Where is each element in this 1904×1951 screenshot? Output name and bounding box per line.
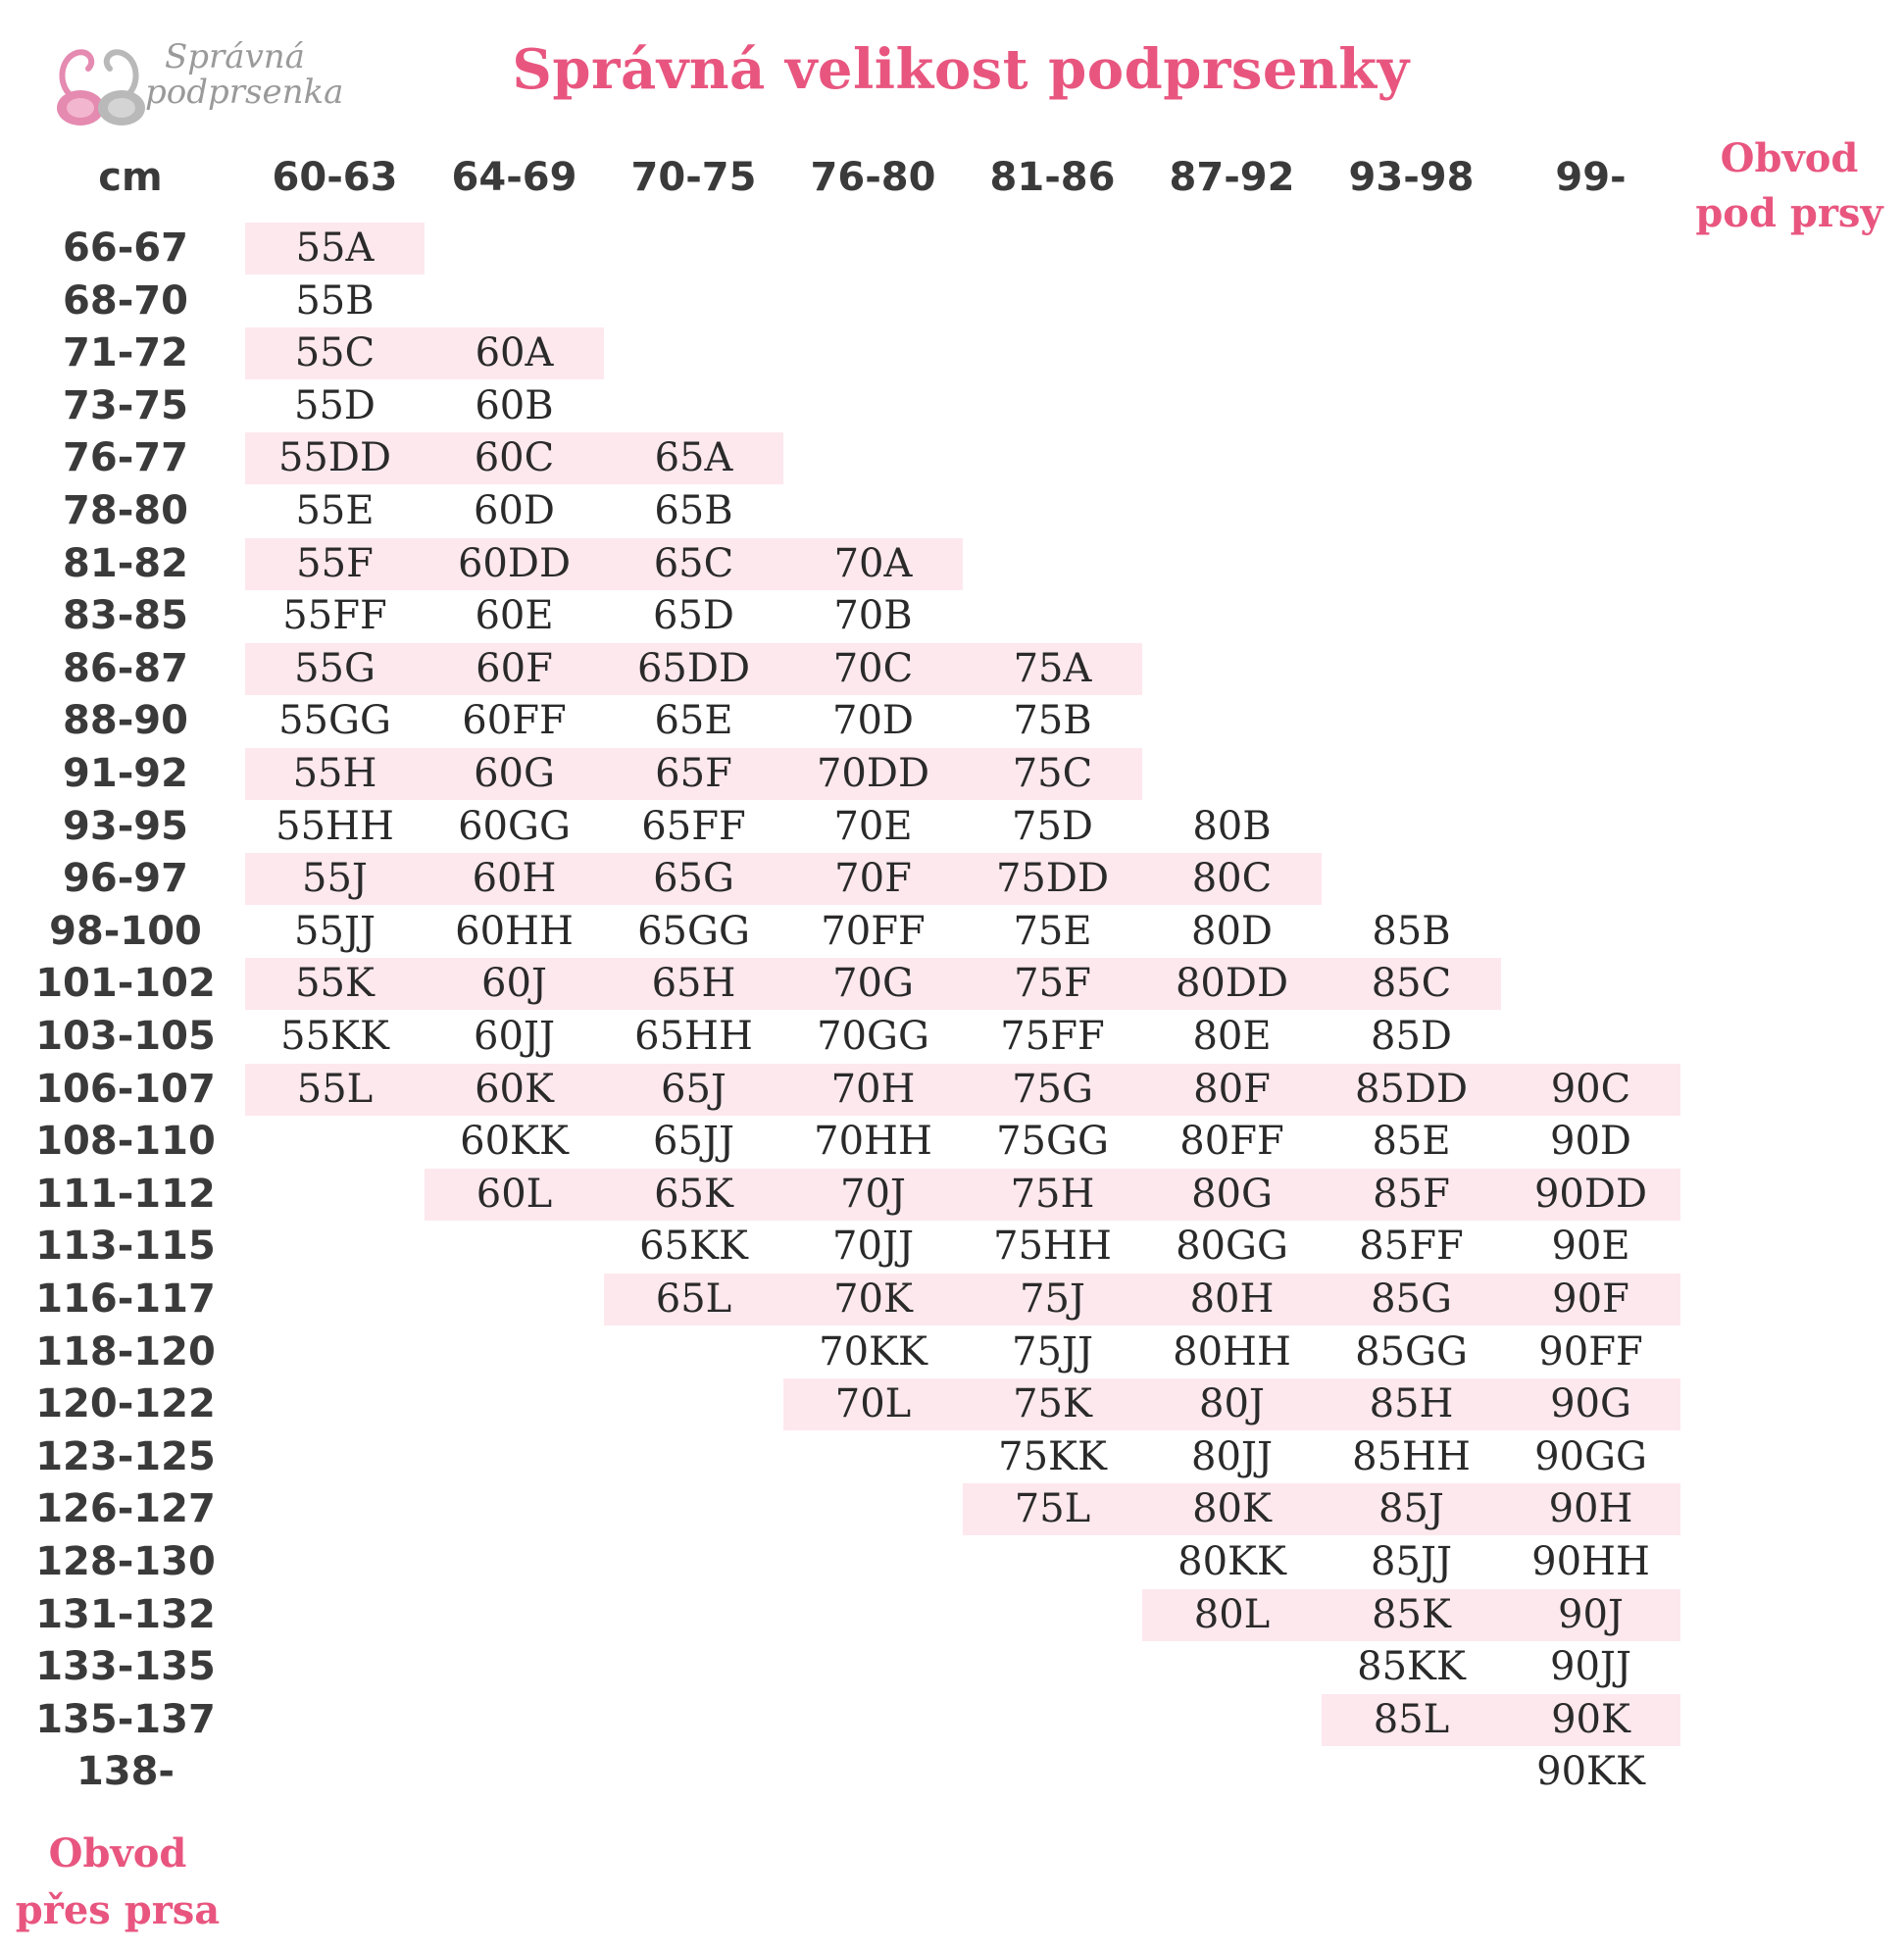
column-header: 64-69 <box>451 155 577 200</box>
row-header: 66-67 <box>63 225 188 271</box>
size-cell: 85HH <box>1352 1433 1471 1479</box>
size-cell: 60A <box>475 330 554 376</box>
size-cell: 65B <box>654 488 733 533</box>
size-cell: 60FF <box>462 698 567 744</box>
row-header: 76-77 <box>63 435 188 481</box>
size-cell: 80DD <box>1175 961 1289 1007</box>
row-header: 73-75 <box>63 382 188 428</box>
over-bust-label-line-2: přes prsa <box>15 1887 221 1933</box>
size-cell: 70L <box>834 1381 912 1427</box>
table-row <box>0 1169 1904 1221</box>
size-cell: 65A <box>654 435 733 481</box>
column-header: 93-98 <box>1348 155 1475 200</box>
size-cell: 70J <box>840 1171 906 1217</box>
size-cell: 70FF <box>821 908 926 954</box>
size-cell: 55F <box>296 540 374 586</box>
under-bust-label-line-2: pod prsy <box>1695 190 1883 236</box>
table-row <box>0 695 1904 747</box>
row-header: 86-87 <box>63 645 188 691</box>
row-header: 128-130 <box>35 1539 216 1584</box>
size-cell: 90F <box>1552 1276 1629 1322</box>
table-row <box>0 1694 1904 1746</box>
size-cell: 65L <box>655 1276 732 1322</box>
size-cell: 60GG <box>458 803 571 849</box>
size-cell: 85E <box>1372 1119 1451 1165</box>
size-cell: 85H <box>1369 1381 1454 1427</box>
size-cell: 60D <box>474 488 555 533</box>
table-row <box>0 223 1904 275</box>
size-cell: 85J <box>1378 1486 1444 1532</box>
size-cell: 75G <box>1012 1066 1093 1112</box>
size-cell: 65GG <box>637 908 750 954</box>
row-header: 113-115 <box>35 1224 216 1270</box>
column-header: 87-92 <box>1169 155 1295 200</box>
row-header: 93-95 <box>63 803 188 849</box>
size-cell: 85GG <box>1355 1328 1468 1375</box>
size-cell: 70K <box>833 1276 913 1322</box>
row-header: 81-82 <box>63 540 188 586</box>
table-row <box>0 275 1904 327</box>
table-row <box>0 958 1904 1010</box>
row-header: 98-100 <box>49 908 202 954</box>
table-row <box>0 1483 1904 1535</box>
row-header: 135-137 <box>35 1696 216 1742</box>
size-cell: 70A <box>833 540 913 586</box>
size-cell: 60L <box>476 1171 553 1217</box>
size-cell: 65H <box>651 961 736 1007</box>
row-header: 78-80 <box>63 488 188 533</box>
size-cell: 65G <box>653 856 734 902</box>
over-bust-label <box>10 1826 225 1939</box>
size-cell: 60J <box>481 961 547 1007</box>
size-cell: 70KK <box>819 1328 927 1375</box>
size-cell: 60E <box>475 593 554 639</box>
size-cell: 80D <box>1191 908 1273 954</box>
size-cell: 85JJ <box>1371 1539 1452 1584</box>
size-cell: 55JJ <box>294 908 376 954</box>
size-cell: 90J <box>1558 1591 1624 1637</box>
size-cell: 75GG <box>996 1119 1109 1165</box>
size-cell: 85F <box>1373 1171 1450 1217</box>
logo-text <box>145 39 371 110</box>
unit-label: cm <box>98 155 163 200</box>
size-cell: 55DD <box>277 435 392 481</box>
size-cell: 55C <box>294 330 376 376</box>
size-cell: 80H <box>1189 1276 1275 1322</box>
size-cell: 75B <box>1013 698 1092 744</box>
size-cell: 65FF <box>641 803 746 849</box>
size-cell: 75HH <box>993 1224 1112 1270</box>
table-row <box>0 1378 1904 1430</box>
size-cell: 85C <box>1371 961 1452 1007</box>
size-cell: 85KK <box>1357 1644 1466 1690</box>
size-cell: 65DD <box>636 645 751 691</box>
size-cell: 55KK <box>280 1014 389 1059</box>
size-cell: 70F <box>834 856 912 902</box>
size-cell: 60JJ <box>474 1014 555 1059</box>
column-header: 70-75 <box>630 155 757 200</box>
column-header: 81-86 <box>989 155 1116 200</box>
size-cell: 75F <box>1014 961 1091 1007</box>
page-title: Správná velikost podprsenky <box>512 37 1410 102</box>
size-cell: 70D <box>832 698 914 744</box>
size-cell: 90KK <box>1536 1749 1645 1795</box>
size-cell: 85D <box>1371 1014 1452 1059</box>
size-cell: 80FF <box>1179 1119 1284 1165</box>
size-cell: 75L <box>1014 1486 1091 1532</box>
size-cell: 70DD <box>816 751 930 796</box>
table-row <box>0 1431 1904 1483</box>
size-cell: 55H <box>292 751 377 796</box>
table-row <box>0 748 1904 800</box>
size-cell: 80G <box>1191 1171 1273 1217</box>
table-row <box>0 1274 1904 1326</box>
size-cell: 80E <box>1192 1014 1272 1059</box>
table-row <box>0 432 1904 484</box>
size-cell: 85G <box>1371 1276 1452 1322</box>
size-cell: 55HH <box>276 803 394 849</box>
size-cell: 65E <box>654 698 733 744</box>
table-row <box>0 1011 1904 1063</box>
size-cell: 65KK <box>639 1224 748 1270</box>
size-cell: 55FF <box>282 593 387 639</box>
size-cell: 65HH <box>634 1014 753 1059</box>
size-cell: 55B <box>295 277 375 324</box>
size-cell: 90H <box>1548 1486 1633 1532</box>
table-row <box>0 1326 1904 1378</box>
size-cell: 60HH <box>455 908 574 954</box>
size-cell: 55GG <box>278 698 391 744</box>
size-cell: 85FF <box>1359 1224 1464 1270</box>
size-cell: 80JJ <box>1191 1433 1273 1479</box>
size-cell: 75C <box>1012 751 1093 796</box>
size-cell: 60KK <box>460 1119 569 1165</box>
size-cell: 70GG <box>817 1014 929 1059</box>
size-cell: 80L <box>1193 1591 1271 1637</box>
size-cell: 75D <box>1012 803 1093 849</box>
size-cell: 75JJ <box>1012 1328 1093 1375</box>
row-header: 123-125 <box>35 1433 216 1479</box>
row-header: 91-92 <box>63 751 188 796</box>
size-cell: 80HH <box>1173 1328 1291 1375</box>
size-cell: 90E <box>1551 1224 1630 1270</box>
size-cell: 55E <box>295 488 375 533</box>
logo-line-2: podprsenka <box>145 73 344 112</box>
swan-bra-logo-icon <box>47 39 155 137</box>
column-header: 60-63 <box>272 155 398 200</box>
size-cell: 90HH <box>1531 1539 1650 1584</box>
table-row <box>0 1589 1904 1641</box>
size-cell: 85L <box>1373 1696 1450 1742</box>
row-header: 83-85 <box>63 593 188 639</box>
table-row <box>0 1116 1904 1168</box>
size-cell: 65C <box>653 540 734 586</box>
size-cell: 80K <box>1192 1486 1272 1532</box>
table-row <box>0 327 1904 379</box>
size-cell: 85K <box>1372 1591 1451 1637</box>
size-cell: 75J <box>1020 1276 1085 1322</box>
row-header: 138- <box>75 1749 175 1795</box>
size-cell: 90GG <box>1534 1433 1647 1479</box>
row-header: 120-122 <box>35 1381 216 1427</box>
size-cell: 90DD <box>1533 1171 1648 1217</box>
size-cell: 80B <box>1192 803 1272 849</box>
column-header: 76-80 <box>810 155 936 200</box>
size-cell: 75KK <box>998 1433 1107 1479</box>
size-cell: 90G <box>1550 1381 1631 1427</box>
row-header: 68-70 <box>63 277 188 324</box>
size-cell: 70JJ <box>832 1224 914 1270</box>
size-cell: 80J <box>1199 1381 1265 1427</box>
row-header: 96-97 <box>63 856 188 902</box>
size-cell: 80C <box>1191 856 1273 902</box>
size-cell: 75DD <box>995 856 1110 902</box>
table-row <box>0 1746 1904 1798</box>
table-row <box>0 801 1904 853</box>
table-row <box>0 853 1904 905</box>
size-cell: 70E <box>833 803 913 849</box>
table-row <box>0 485 1904 537</box>
size-cell: 65J <box>661 1066 727 1112</box>
size-cell: 60G <box>474 751 555 796</box>
size-cell: 55K <box>295 961 375 1007</box>
size-cell: 65D <box>653 593 734 639</box>
size-cell: 60DD <box>457 540 572 586</box>
size-cell: 70B <box>833 593 913 639</box>
row-header: 88-90 <box>63 698 188 744</box>
size-cell: 75E <box>1013 908 1092 954</box>
size-cell: 55L <box>296 1066 374 1112</box>
row-header: 133-135 <box>35 1644 216 1690</box>
size-cell: 80KK <box>1177 1539 1286 1584</box>
row-header: 111-112 <box>35 1171 216 1217</box>
size-cell: 75K <box>1013 1381 1092 1427</box>
size-cell: 55J <box>302 856 368 902</box>
size-cell: 80F <box>1193 1066 1271 1112</box>
size-cell: 85DD <box>1354 1066 1469 1112</box>
over-bust-label-line-1: Obvod <box>48 1830 187 1876</box>
size-cell: 65K <box>654 1171 733 1217</box>
size-cell: 60F <box>476 645 553 691</box>
logo-line-1: Správná <box>165 37 305 76</box>
size-cell: 60H <box>472 856 557 902</box>
size-cell: 90C <box>1550 1066 1631 1112</box>
size-cell: 55A <box>295 225 375 271</box>
size-cell: 55G <box>294 645 376 691</box>
size-cell: 75H <box>1010 1171 1095 1217</box>
row-header: 101-102 <box>35 961 216 1007</box>
row-header: 106-107 <box>35 1066 216 1112</box>
size-cell: 75FF <box>1000 1014 1105 1059</box>
size-cell: 55D <box>294 382 376 428</box>
row-header: 126-127 <box>35 1486 216 1532</box>
size-cell: 65JJ <box>653 1119 734 1165</box>
size-cell: 90D <box>1550 1119 1631 1165</box>
table-row <box>0 906 1904 958</box>
size-cell: 65F <box>655 751 732 796</box>
row-header: 71-72 <box>63 330 188 376</box>
size-cell: 90K <box>1551 1696 1630 1742</box>
size-cell: 90JJ <box>1550 1644 1631 1690</box>
row-header: 118-120 <box>35 1328 216 1375</box>
size-cell: 70HH <box>814 1119 932 1165</box>
table-row <box>0 590 1904 642</box>
under-bust-label-line-1: Obvod <box>1720 135 1859 181</box>
table-row <box>0 1221 1904 1273</box>
row-header: 103-105 <box>35 1014 216 1059</box>
size-cell: 60C <box>474 435 555 481</box>
size-cell: 60K <box>475 1066 554 1112</box>
size-cell: 70C <box>832 645 914 691</box>
table-row <box>0 1641 1904 1693</box>
size-cell: 75A <box>1013 645 1092 691</box>
row-header: 116-117 <box>35 1276 216 1322</box>
logo <box>47 37 344 137</box>
row-header: 131-132 <box>35 1591 216 1637</box>
table-row <box>0 643 1904 695</box>
table-row <box>0 1064 1904 1116</box>
table-row <box>0 380 1904 432</box>
row-header: 108-110 <box>35 1119 216 1165</box>
size-cell: 80GG <box>1176 1224 1288 1270</box>
size-cell: 85B <box>1372 908 1451 954</box>
size-cell: 60B <box>475 382 554 428</box>
size-cell: 90FF <box>1538 1328 1643 1375</box>
size-cell: 70G <box>832 961 914 1007</box>
table-row <box>0 538 1904 590</box>
size-cell: 70H <box>830 1066 916 1112</box>
table-row <box>0 1536 1904 1588</box>
column-header: 99- <box>1555 155 1627 200</box>
